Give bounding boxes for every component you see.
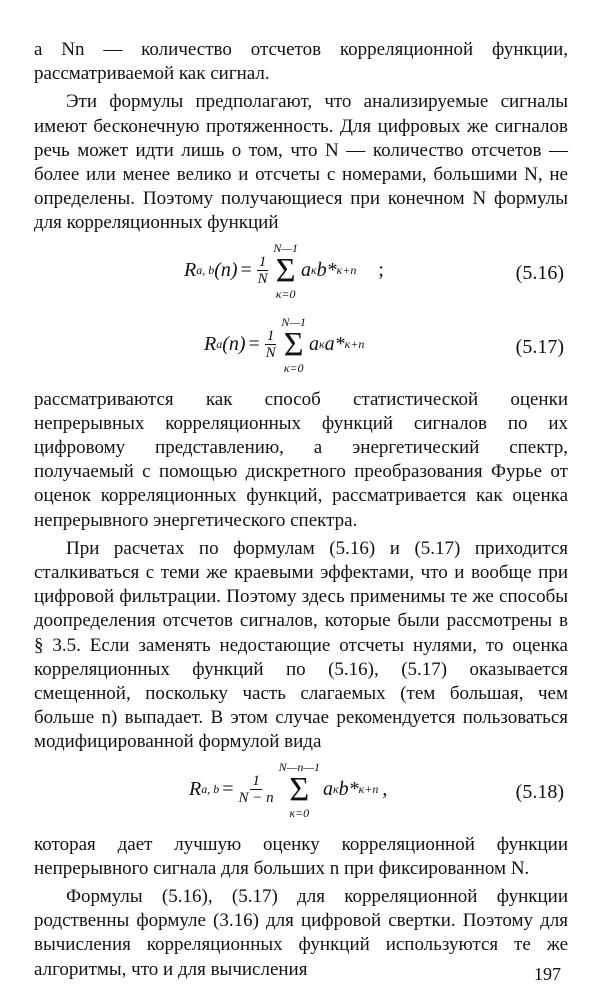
paragraph-3: рассматриваются как способ статистической оценки непрерывных корреляционных функций сигналов по их цифровому представлению, а энергетический спектр, получаемый с помощью дискретного преобразования Фурье от оценок корреляционных функций, рассматривается как оценка непрерывного энергетического спектра. xyxy=(34,388,568,531)
paragraph-1: а Nn — количество отсчетов корреляционной функции, рассматриваемой как сигнал. xyxy=(34,39,568,85)
eq516-fraction: $\frac{1}{N}$ xyxy=(257,254,268,288)
paragraph-4: При расчетах по формулам (5.16) и (5.17) приходится сталкиваться с теми же краевыми эффектами, что и вообще при цифровой фильтрации. Поэтому здесь применимы те же способы доопределения отсчетов сигналов, которые были рассмотрены в § 3.5. Если заменять недостающие отсчеты нулями, то оценка корреляционных функций по (5.16), (5.17) оказывается смещенной, поскольку часть слагаемых (тем большая, чем больше n) выпадает. В этом случае рекомендуется пользоваться модифицированной формулой вида xyxy=(34,537,568,753)
page-number: 197 xyxy=(534,964,561,984)
eq518-lhs: R xyxy=(189,778,202,801)
eq517-lhs: R xyxy=(204,333,217,356)
eq516-lhs-sub: a, b xyxy=(196,263,215,278)
eq516-sum: N—1 Σ к=0 xyxy=(273,240,299,301)
equation-5-16: R a, b (n) = $\frac{1}{N}$ N—1 Σ к=0 a к b* к+n ; (5.16) xyxy=(184,240,564,301)
eq516-lhs: R xyxy=(184,259,197,282)
paragraph-2: Эти формулы предполагают, что анализируемые сигналы имеют бесконечную протяженность. Для цифровых же сигналов речь может идти лишь о том, что N — количество отсчетов — более или менее велико и отсчеты с номерами, большими N, не определены. Поэтому получающиеся при конечном N формулы для корреляционных функций xyxy=(34,91,568,234)
equation-5-17: R a (n) = $\frac{1}{N}$ N—1 Σ к=0 a к a* к+n (5.17) xyxy=(204,314,564,375)
eq518-number: (5.18) xyxy=(515,780,564,803)
equation-5-18: R a, b = $\frac{1}{N - n}$ N—n—1 Σ к=0 a к b* к+n , (5.18) xyxy=(189,759,564,820)
eq517-sum: N—1 Σ к=0 xyxy=(281,314,307,375)
eq516-number: (5.16) xyxy=(515,261,564,284)
eq518-sum: N—n—1 Σ к=0 xyxy=(278,759,320,820)
eq517-fraction: $\frac{1}{N}$ xyxy=(265,328,276,362)
eq518-fraction: $\frac{1}{N - n}$ xyxy=(238,773,274,807)
eq516-arg: (n) xyxy=(214,259,238,282)
paragraph-5: которая дает лучшую оценку корреляционной функции непрерывного сигнала для больших n при фиксированном N. xyxy=(34,833,568,879)
paragraph-6: Формулы (5.16), (5.17) для корреляционной функции родственны формуле (3.16) для цифровой свертки. Поэтому для вычисления корреляционных функций используются те же алгоритмы, что и для вычисления xyxy=(34,886,568,980)
eq517-number: (5.17) xyxy=(515,335,564,358)
